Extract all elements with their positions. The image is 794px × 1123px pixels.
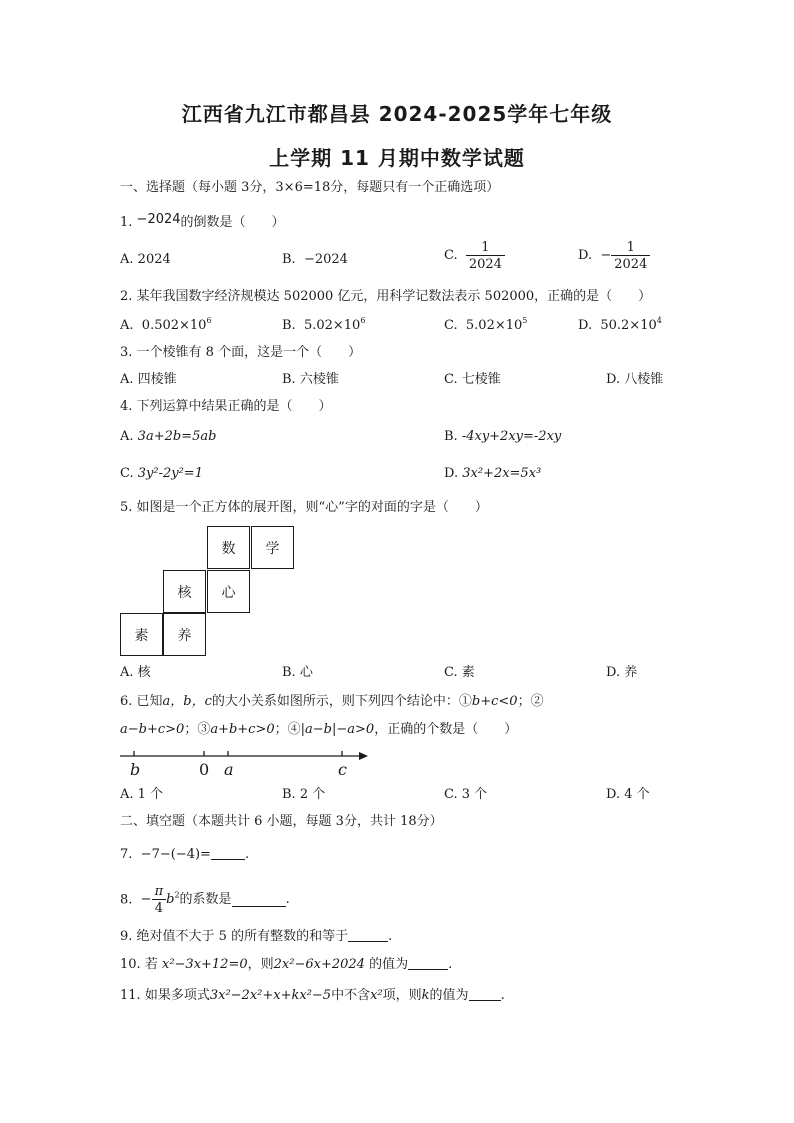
net-cell-xin: 心: [207, 570, 250, 613]
q3-option-d: D. 八棱锥: [606, 372, 664, 387]
question-2: 2. 某年我国数字经济规模达 502000 亿元，用科学记数法表示 502000，正确的是（ ）: [120, 289, 652, 304]
q6-option-c: C. 3 个: [444, 787, 488, 802]
q8-answer-blank[interactable]: [232, 893, 286, 907]
q1-option-c: C. $\frac{1}{2024}$: [444, 240, 505, 272]
q2-option-c: C. $5.02\times 10^5$: [444, 316, 528, 333]
net-cell-xue: 学: [251, 526, 294, 569]
question-7: 7. −7−(−4)= .: [120, 847, 250, 862]
q3-option-c: C. 七棱锥: [444, 372, 501, 387]
q3-option-a: A. 四棱锥: [120, 372, 177, 387]
section2-heading: 二、填空题（本题共计 6 小题，每题 3分，共计 18分）: [120, 814, 443, 829]
q9-answer-blank[interactable]: [348, 928, 388, 942]
page-title-line2: 上学期 11 月期中数学试题: [269, 146, 525, 170]
q10-answer-blank[interactable]: [408, 956, 448, 970]
q1-option-a: A. 2024: [120, 252, 171, 267]
q1-option-d-fraction: $\frac{1}{2024}$: [611, 240, 650, 272]
page-title-line1: 江西省九江市都昌县 2024-2025学年七年级: [181, 102, 613, 126]
q2-option-d: D. $50.2\times 10^4$: [578, 316, 662, 333]
question-11: 11. 如果多项式3x²−2x²+x+kx²−5中不含x²项，则k的值为 .: [120, 988, 505, 1003]
q1-text: 的倒数是（ ）: [180, 215, 285, 230]
question-6-line2: a−b+c>0；③a+b+c>0；④|a−b|−a>0，正确的个数是（ ）: [120, 722, 518, 737]
axis-label-zero: 0: [199, 760, 210, 779]
question-10: 10. 若 x²−3x+12=0，则2x²−6x+2024 的值为 .: [120, 957, 453, 972]
q6-option-a: A. 1 个: [120, 787, 164, 802]
number-line-axis: [118, 748, 370, 768]
question-4: 4. 下列运算中结果正确的是（ ）: [120, 399, 332, 414]
q11-answer-blank[interactable]: [469, 987, 501, 1001]
q5-option-d: D. 养: [606, 665, 638, 680]
question-8: 8. − $\frac{\pi}{4}$ $b^2$的系数是 .: [120, 884, 290, 916]
q5-option-c: C. 素: [444, 665, 475, 680]
q6-option-d: D. 4 个: [606, 787, 650, 802]
q4-option-b: B. -4xy+2xy=-2xy: [444, 429, 562, 444]
q1-number: 1.: [120, 215, 133, 230]
q1-option-d: D. − $\frac{1}{2024}$: [578, 240, 650, 272]
q5-option-a: A. 核: [120, 665, 151, 680]
q1-expression: −2024: [136, 212, 181, 227]
q8-fraction: $\frac{\pi}{4}$: [152, 884, 167, 916]
question-9: 9. 绝对值不大于 5 的所有整数的和等于 .: [120, 929, 393, 944]
net-cell-he: 核: [163, 570, 206, 613]
section1-heading: 一、选择题（每小题 3分，3×6=18分，每题只有一个正确选项）: [120, 180, 500, 195]
q2-option-a: A. $0.502\times 10^6$: [120, 316, 212, 333]
axis-label-b: b: [130, 760, 141, 779]
q7-answer-blank[interactable]: [211, 846, 245, 860]
axis-label-a: a: [224, 760, 234, 779]
axis-label-c: c: [338, 760, 347, 779]
q4-option-c: C. 3y²-2y²=1: [120, 466, 203, 481]
q2-option-b: B. $5.02\times 10^6$: [282, 316, 366, 333]
net-cell-yang: 养: [163, 613, 206, 656]
q3-option-b: B. 六棱锥: [282, 372, 339, 387]
q5-option-b: B. 心: [282, 665, 313, 680]
question-3: 3. 一个棱锥有 8 个面，这是一个（ ）: [120, 345, 362, 360]
q6-option-b: B. 2 个: [282, 787, 326, 802]
q1-option-b: B. −2024: [282, 252, 348, 267]
question-5: 5. 如图是一个正方体的展开图，则“心”字的对面的字是（ ）: [120, 500, 488, 515]
q1-option-c-fraction: $\frac{1}{2024}$: [466, 240, 505, 272]
question-6-line1: 6. 已知a，b，c的大小关系如图所示，则下列四个结论中：①b+c<0；②: [120, 694, 544, 709]
question-1: [120, 212, 285, 231]
q4-option-d: D. 3x²+2x=5x³: [444, 466, 542, 481]
q4-option-a: A. 3a+2b=5ab: [120, 429, 217, 444]
net-cell-shu: 数: [207, 526, 250, 569]
net-cell-su: 素: [120, 613, 163, 656]
